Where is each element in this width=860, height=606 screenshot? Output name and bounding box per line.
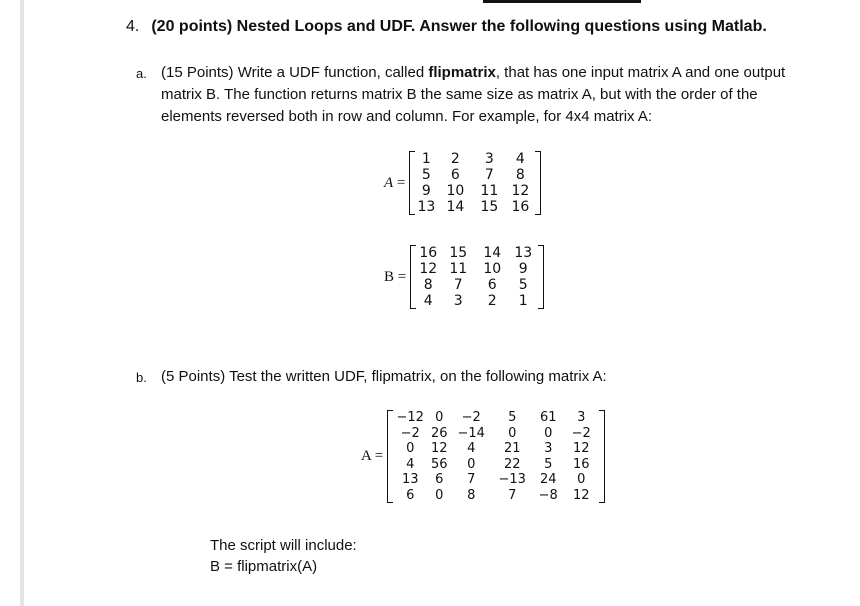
matrix-test-cell: 0 bbox=[435, 410, 444, 425]
matrix-test-cell: −14 bbox=[457, 425, 485, 441]
matrix-b-table bbox=[416, 245, 538, 309]
matrix-b-cell: 10 bbox=[483, 261, 502, 277]
matrix-a-cell: 2 bbox=[450, 151, 460, 167]
matrix-b-row bbox=[416, 277, 538, 293]
matrix-test-cell: 12 bbox=[430, 441, 448, 456]
matrix-a-example bbox=[384, 151, 541, 215]
matrix-a-cell: 1 bbox=[421, 151, 431, 167]
matrix-b-row bbox=[416, 293, 538, 309]
matrix-test-cell: 0 bbox=[406, 441, 415, 456]
matrix-b-cell: 15 bbox=[449, 245, 468, 261]
matrix-b-cell: 6 bbox=[487, 277, 497, 293]
question-title-text: (20 points) Nested Loops and UDF. Answer the following questions using Matlab. bbox=[151, 18, 767, 35]
matrix-test-row bbox=[393, 441, 599, 457]
script-note bbox=[210, 535, 357, 577]
matrix-test-cell: 61 bbox=[539, 410, 557, 425]
part-a-text-before: (15 Points) Write a UDF function, called bbox=[161, 64, 429, 81]
matrix-b-row bbox=[416, 245, 538, 261]
matrix-a-table bbox=[415, 151, 535, 215]
matrix-test-row bbox=[393, 410, 599, 426]
matrix-a-cell: 4 bbox=[515, 151, 525, 167]
matrix-test-cell: 5 bbox=[508, 410, 517, 425]
matrix-test-cell: 13 bbox=[401, 472, 419, 487]
matrix-test-cell: 3 bbox=[577, 410, 586, 425]
matrix-a-row bbox=[415, 151, 535, 167]
matrix-test-cell: 21 bbox=[503, 441, 521, 456]
matrix-a-cell: 3 bbox=[484, 151, 494, 167]
matrix-test-cell: −12 bbox=[396, 410, 424, 425]
matrix-b-cell: 16 bbox=[419, 245, 438, 261]
matrix-a-cell: 13 bbox=[417, 199, 436, 215]
matrix-test-row bbox=[393, 457, 599, 473]
part-b-label: b. bbox=[136, 370, 147, 385]
matrix-test bbox=[361, 410, 605, 503]
matrix-test-cell: −2 bbox=[400, 425, 420, 441]
function-name: flipmatrix bbox=[428, 64, 496, 81]
matrix-test-cell: 26 bbox=[430, 425, 448, 441]
matrix-b-cell: 5 bbox=[518, 277, 528, 293]
matrix-b-cell: 8 bbox=[423, 277, 433, 293]
matrix-test-cell: 6 bbox=[406, 487, 415, 503]
matrix-test-cell: 4 bbox=[467, 441, 476, 456]
matrix-a-cell: 9 bbox=[421, 183, 431, 199]
matrix-a-cell: 7 bbox=[484, 167, 494, 183]
matrix-b-cell: 14 bbox=[483, 245, 502, 261]
part-b-text: (5 Points) Test the written UDF, flipmatrix, on the following matrix A: bbox=[161, 368, 607, 385]
matrix-test-cell: 12 bbox=[572, 487, 590, 503]
matrix-b-cell: 12 bbox=[419, 261, 438, 277]
matrix-b-cell: 11 bbox=[449, 261, 468, 277]
matrix-test-cell: 56 bbox=[430, 456, 448, 472]
matrix-b-label: B = bbox=[384, 268, 407, 285]
matrix-a-cell: 15 bbox=[480, 199, 499, 215]
matrix-test-cell: −2 bbox=[461, 410, 481, 425]
matrix-b-cell: 7 bbox=[453, 277, 463, 293]
matrix-test-cell: −2 bbox=[571, 425, 591, 441]
matrix-b-cell: 1 bbox=[518, 293, 528, 309]
matrix-test-cell: 3 bbox=[544, 441, 553, 456]
matrix-test-row bbox=[393, 472, 599, 488]
matrix-test-label: A = bbox=[361, 448, 384, 464]
script-line-1: The script will include: bbox=[210, 537, 357, 554]
question-number: 4. bbox=[126, 18, 140, 35]
matrix-a-cell: 11 bbox=[480, 183, 499, 199]
top-rule bbox=[483, 0, 641, 3]
matrix-b-cell: 9 bbox=[518, 261, 528, 277]
matrix-test-cell: 0 bbox=[544, 425, 553, 441]
matrix-test-row bbox=[393, 426, 599, 442]
matrix-test-cell: 0 bbox=[508, 425, 517, 441]
matrix-a-cell: 14 bbox=[446, 199, 465, 215]
matrix-b-cell: 3 bbox=[453, 293, 463, 309]
matrix-test-cell: 4 bbox=[406, 456, 415, 472]
matrix-a-cell: 5 bbox=[421, 167, 431, 183]
matrix-a-cell: 12 bbox=[511, 183, 530, 199]
matrix-test-cell: 7 bbox=[508, 487, 517, 503]
matrix-test-brackets bbox=[387, 410, 605, 503]
matrix-b-row bbox=[416, 261, 538, 277]
script-line-2: B = flipmatrix(A) bbox=[210, 558, 318, 575]
part-a-text bbox=[161, 62, 791, 128]
matrix-a-label: A = bbox=[384, 174, 406, 191]
matrix-test-cell: 12 bbox=[572, 441, 590, 456]
page-edge bbox=[20, 0, 24, 606]
matrix-a-brackets bbox=[409, 151, 541, 215]
part-a-text-after: , that has one input matrix A and one output matrix B. The function returns matrix B the same size as matrix A, but with the order of the elements reversed both in row and column. For example, for 4x4 matrix A: bbox=[161, 64, 786, 125]
matrix-a-cell: 6 bbox=[450, 167, 460, 183]
question-title bbox=[126, 18, 767, 36]
matrix-test-cell: 16 bbox=[572, 456, 590, 472]
matrix-test-table bbox=[393, 410, 599, 503]
matrix-a-cell: 8 bbox=[515, 167, 525, 183]
matrix-b-brackets bbox=[410, 245, 544, 309]
matrix-test-cell: 8 bbox=[467, 487, 476, 503]
matrix-test-cell: 0 bbox=[577, 472, 586, 487]
matrix-a-cell: 10 bbox=[446, 183, 465, 199]
matrix-b-example bbox=[384, 245, 544, 309]
matrix-test-cell: 0 bbox=[467, 456, 476, 472]
matrix-test-cell: 22 bbox=[503, 456, 521, 472]
matrix-a-row bbox=[415, 199, 535, 215]
matrix-a-row bbox=[415, 183, 535, 199]
matrix-test-cell: 5 bbox=[544, 456, 553, 472]
matrix-a-cell: 16 bbox=[511, 199, 530, 215]
matrix-test-cell: 6 bbox=[435, 472, 444, 487]
matrix-b-cell: 4 bbox=[423, 293, 433, 309]
matrix-b-cell: 2 bbox=[487, 293, 497, 309]
matrix-test-row bbox=[393, 488, 599, 504]
matrix-test-cell: 0 bbox=[435, 487, 444, 503]
matrix-a-row bbox=[415, 167, 535, 183]
matrix-test-cell: −13 bbox=[498, 472, 526, 487]
matrix-test-cell: −8 bbox=[538, 487, 558, 503]
matrix-test-cell: 7 bbox=[467, 472, 476, 487]
matrix-b-cell: 13 bbox=[514, 245, 533, 261]
matrix-test-cell: 24 bbox=[539, 472, 557, 487]
part-a-label: a. bbox=[136, 66, 147, 81]
